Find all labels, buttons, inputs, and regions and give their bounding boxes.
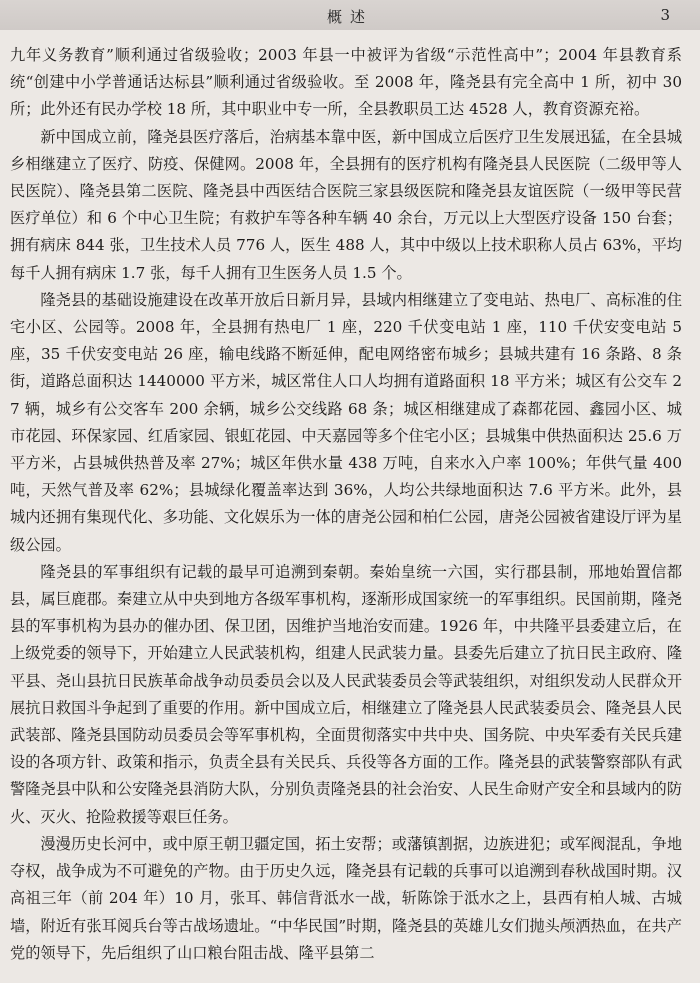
paragraph-infrastructure: 隆尧县的基础设施建设在改革开放后日新月异，县域内相继建立了变电站、热电厂、高标准的住宅小区、公园等。2008 年，全县拥有热电厂 1 座，220 千伏变电站 1 座，110 千伏安变电站 5 座，35 千伏安变电站 26 座，输电线路不断延伸，配电网络密布城乡；县城共建有 16 条路、8 条街，道路总面积达 1440000 平方米，城区常住人口人均拥有道路面积 18 平方米；城区有公交车 27 辆，城乡有公交客车 200 余辆，城乡公交线路 68 条；城区相继建成了森都花园、鑫园小区、城市花园、环保家园、红盾家园、银虹花园、中天嘉园等多个住宅小区；县城集中供热面积达 25.6 万平方米，占县城供热普及率 27%；城区年供水量 438 万吨，自来水入户率 100%；年供气量 400 吨，天然气普及率 62%；县城绿化覆盖率达到 36%，人均公共绿地面积达 7.6 平方米。此外，县城内还拥有集现代化、多功能、文化娱乐为一体的唐尧公园和柏仁公园，唐尧公园被省建设厅评为星级公园。 (10, 290, 682, 554)
paragraph-medical: 新中国成立前，隆尧县医疗落后，治病基本靠中医，新中国成立后医疗卫生发展迅猛，在全县城乡相继建立了医疗、防疫、保健网。2008 年，全县拥有的医疗机构有隆尧县人民医院（二级甲等人民医院）、隆尧县第二医院、隆尧县中西医结合医院三家县级医院和隆尧县友谊医院（一级甲等民营医疗单位）和 6 个中心卫生院；有救护车等各种车辆 40 余台，万元以上大型医疗设备 150 台套；拥有病床 844 张，卫生技术人员 776 人，医生 488 人，其中中级以上技术职称人员占 63%，平均每千人拥有病床 1.7 张，每千人拥有卫生医务人员 1.5 个。 (10, 127, 682, 282)
section-title: 概述 (326, 8, 373, 26)
body-text (10, 42, 682, 967)
paragraph-military: 隆尧县的军事组织有记载的最早可追溯到秦朝。秦始皇统一六国，实行郡县制，邢地始置信都县，属巨鹿郡。秦建立从中央到地方各级军事机构，逐渐形成国家统一的军事组织。民国前期，隆尧县的军事机构为县办的催办团、保卫团，因维护当地治安而建。1926 年，中共隆平县委建立后，在上级党委的领导下，开始建立人民武装机构，组建人民武装力量。县委先后建立了抗日民主政府、隆平县、尧山县抗日民族革命战争动员委员会以及人民武装委员会等武装组织，对组织发动人民群众开展抗日救国斗争起到了重要的作用。新中国成立后，相继建立了隆尧县人民武装委员会、隆尧县人民武装部、隆尧县国防动员委员会等军事机构，全面贯彻落实中共中央、国务院、中央军委有关民兵建设的各项方针、政策和指示，负责全县有关民兵、兵役等各方面的工作。隆尧县的武装警察部队有武警隆尧县中队和公安隆尧县消防大队，分别负责隆尧县的社会治安、人民生命财产安全和县域内的防火、灭火、抢险救援等艰巨任务。 (10, 562, 682, 826)
page-header (0, 0, 700, 30)
page-number: 3 (660, 6, 670, 24)
paragraph-education-continued: 九年义务教育”顺利通过省级验收；2003 年县一中被评为省级“示范性高中”；2004 年县教育系统“创建中小学普通话达标县”顺利通过省级验收。至 2008 年，隆尧县有完全高中 1 所，初中 30 所；此外还有民办学校 18 所，其中职业中专一所，全县教职员工达 4528 人，教育资源充裕。 (10, 46, 682, 119)
paragraph-history-warfare: 漫漫历史长河中，或中原王朝卫疆定国，拓土安帮；或藩镇割据，边族进犯；或军阀混乱，争地夺权，战争成为不可避免的产物。由于历史久远，隆尧县有记载的兵事可以追溯到春秋战国时期。汉高祖三年（前 204 年）10 月，张耳、韩信背泜水一战，斩陈馀于泜水之上，县西有柏人城、古城墙，附近有张耳阅兵台等古战场遗址。“中华民国”时期，隆尧县的英雄儿女们抛头颅洒热血，在共产党的领导下，先后组织了山口粮台阻击战、隆平县第二 (10, 834, 682, 962)
